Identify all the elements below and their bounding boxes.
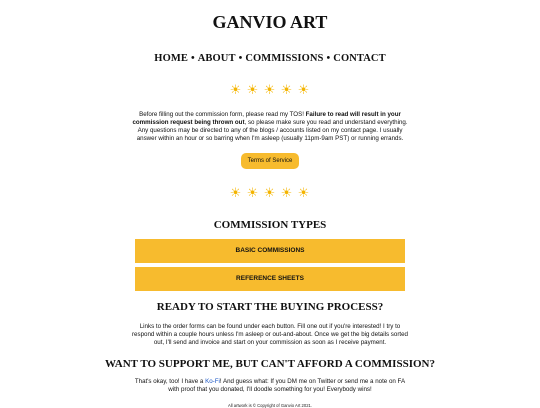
intro-warning: Failure to read will result in your commission request being thrown out [132,111,401,126]
sun-icon: ☀ [280,82,294,97]
ready-text: Links to the order forms can be found under each button. Fill one out if you're interested! I try to respond within a couple hours unless I'm asleep or out-and-about. Once we get the big details sorted out, I'll send and invoice and start on your commission as soon as I receive payment. [131,323,408,346]
basic-commissions-button[interactable]: BASIC COMMISSIONS [135,239,405,263]
sun-icon: ☀ [229,185,243,200]
sun-icon: ☀ [229,82,243,97]
support-after: ! And guess what: If you DM me on Twitter or send me a note on FA with proof that you donated, I'll doodle something for you! Everybody wins! [168,378,406,393]
reference-sheets-button[interactable]: REFERENCE SHEETS [135,267,405,291]
sun-icon: ☀ [263,82,277,97]
nav-commissions[interactable]: COMMISSIONS [245,53,324,64]
sun-divider [0,82,540,98]
nav-contact[interactable]: CONTACT [333,53,386,64]
site-title: GANVIO ART [212,12,328,32]
sun-divider [0,185,540,201]
main-nav [0,52,540,66]
nav-home[interactable]: HOME [154,53,188,64]
nav-separator: • [326,53,331,64]
tos-button-wrap [0,149,540,169]
intro-before: Before filling out the commission form, please read my TOS! [139,111,306,118]
intro-text [129,111,411,143]
sun-icon: ☀ [246,82,260,97]
sun-icon: ☀ [246,185,260,200]
terms-of-service-button[interactable]: Terms of Service [241,153,300,169]
support-text [129,378,411,394]
sun-icon: ☀ [297,185,311,200]
nav-separator: • [238,53,243,64]
nav-separator: • [190,53,195,64]
sun-icon: ☀ [297,82,311,97]
support-heading: WANT TO SUPPORT ME, BUT CAN'T AFFORD A COMMISSION? [105,358,435,370]
ready-heading: READY TO START THE BUYING PROCESS? [156,301,384,313]
sun-icon: ☀ [263,185,277,200]
support-before: That's okay, too! I have a [134,378,206,385]
sun-icon: ☀ [280,185,294,200]
commission-types-heading: COMMISSION TYPES [213,219,327,231]
footer-copyright: All artwork is © Copyright of Ganvio Art 2021. [227,403,313,408]
nav-about[interactable]: ABOUT [197,53,236,64]
intro-after: , so please make sure you read and understand everything. Any questions may be directed to any of the blogs / accounts listed on my contact page. I usually answer within an hour or so barring when I'm asleep (usually 11pm-9am PST) or running errands. [136,119,408,142]
kofi-link[interactable]: Ko-Fi [205,378,220,385]
